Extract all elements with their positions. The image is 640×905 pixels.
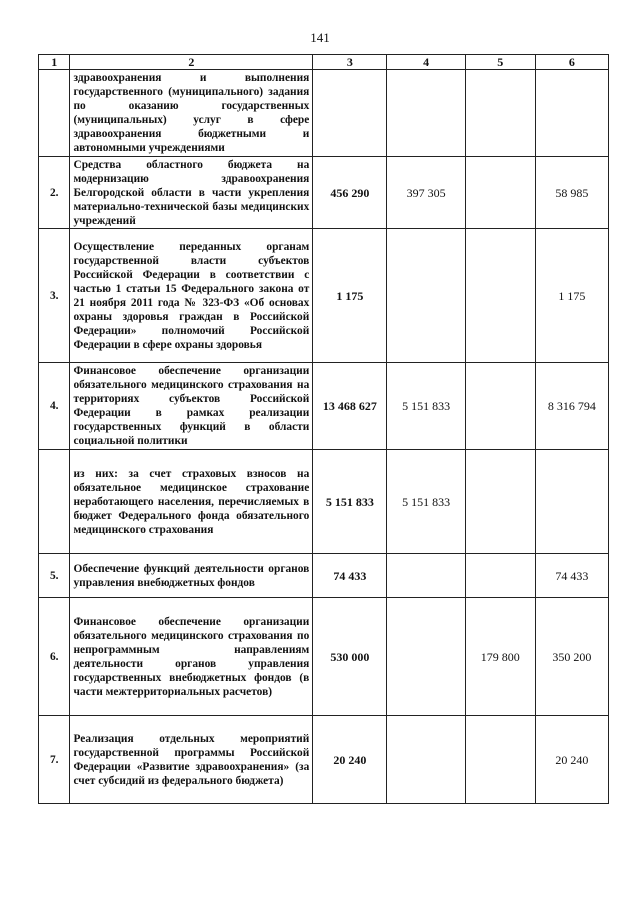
row-col5	[465, 157, 535, 229]
row-col4	[387, 716, 465, 804]
row-total: 5 151 833	[313, 450, 387, 554]
row-col4: 5 151 833	[387, 363, 465, 450]
row-description: здравоохранения и выполнения государственного (муниципального) задания по оказанию государственных (муниципальных) услуг в сфере здравоохранения бюджетными и автономными учреждениями	[70, 70, 313, 157]
row-number: 6.	[39, 598, 70, 716]
row-description: Осуществление переданных органам государственной власти субъектов Российской Федерации в соответствии с частью 1 статьи 15 Федерального закона от 21 ноября 2011 года № 323-ФЗ «Об основах охраны здоровья граждан в Российской Федерации» полномочий Российской Федерации в сфере охраны здоровья	[70, 229, 313, 363]
row-col5	[465, 229, 535, 363]
row-number: 4.	[39, 363, 70, 450]
row-description: Обеспечение функций деятельности органов управления внебюджетных фондов	[70, 554, 313, 598]
row-description: Финансовое обеспечение организации обязательного медицинского страхования на территориях субъектов Российской Федерации в рамках реализации государственных функций в области социальной политики	[70, 363, 313, 450]
row-col4	[387, 229, 465, 363]
table-row	[39, 716, 609, 804]
row-description: Реализация отдельных мероприятий государственной программы Российской Федерации «Развитие здравоохранения» (за счет субсидий из федерального бюджета)	[70, 716, 313, 804]
row-col4	[387, 598, 465, 716]
row-number: 3.	[39, 229, 70, 363]
row-total: 1 175	[313, 229, 387, 363]
table-row	[39, 229, 609, 363]
row-description: из них: за счет страховых взносов на обязательное медицинское страхование неработающего населения, перечисляемых в бюджет Федерального фонда обязательного медицинского страхования	[70, 450, 313, 554]
header-cell-1: 1	[39, 55, 70, 70]
row-col5: 179 800	[465, 598, 535, 716]
table-row	[39, 363, 609, 450]
row-col6: 58 985	[535, 157, 608, 229]
row-col6: 1 175	[535, 229, 608, 363]
row-col6: 20 240	[535, 716, 608, 804]
row-total: 20 240	[313, 716, 387, 804]
row-col6: 74 433	[535, 554, 608, 598]
row-total: 530 000	[313, 598, 387, 716]
header-cell-5: 5	[465, 55, 535, 70]
row-col4: 397 305	[387, 157, 465, 229]
table-row	[39, 598, 609, 716]
budget-table	[38, 54, 609, 804]
table-row	[39, 157, 609, 229]
row-col5	[465, 70, 535, 157]
row-col5	[465, 554, 535, 598]
row-col6: 350 200	[535, 598, 608, 716]
row-total: 13 468 627	[313, 363, 387, 450]
header-cell-6: 6	[535, 55, 608, 70]
header-cell-3: 3	[313, 55, 387, 70]
row-description: Финансовое обеспечение организации обязательного медицинского страхования по непрограммным направлениям деятельности органов управления государственных внебюджетных фондов (в части межтерриториальных расчетов)	[70, 598, 313, 716]
table-row	[39, 450, 609, 554]
row-col4	[387, 70, 465, 157]
row-col6: 8 316 794	[535, 363, 608, 450]
row-total: 74 433	[313, 554, 387, 598]
row-total: 456 290	[313, 157, 387, 229]
row-col6	[535, 450, 608, 554]
row-number: 7.	[39, 716, 70, 804]
row-col6	[535, 70, 608, 157]
table-row	[39, 70, 609, 157]
row-number	[39, 450, 70, 554]
page-number: 141	[310, 30, 330, 45]
row-number: 2.	[39, 157, 70, 229]
header-cell-2: 2	[70, 55, 313, 70]
row-description: Средства областного бюджета на модернизацию здравоохранения Белгородской области в части укрепления материально-технической базы медицинских учреждений	[70, 157, 313, 229]
row-total	[313, 70, 387, 157]
row-col5	[465, 716, 535, 804]
table-header-row	[39, 55, 609, 70]
row-col4	[387, 554, 465, 598]
row-number	[39, 70, 70, 157]
row-number: 5.	[39, 554, 70, 598]
row-col5	[465, 363, 535, 450]
table-row	[39, 554, 609, 598]
row-col4: 5 151 833	[387, 450, 465, 554]
header-cell-4: 4	[387, 55, 465, 70]
row-col5	[465, 450, 535, 554]
